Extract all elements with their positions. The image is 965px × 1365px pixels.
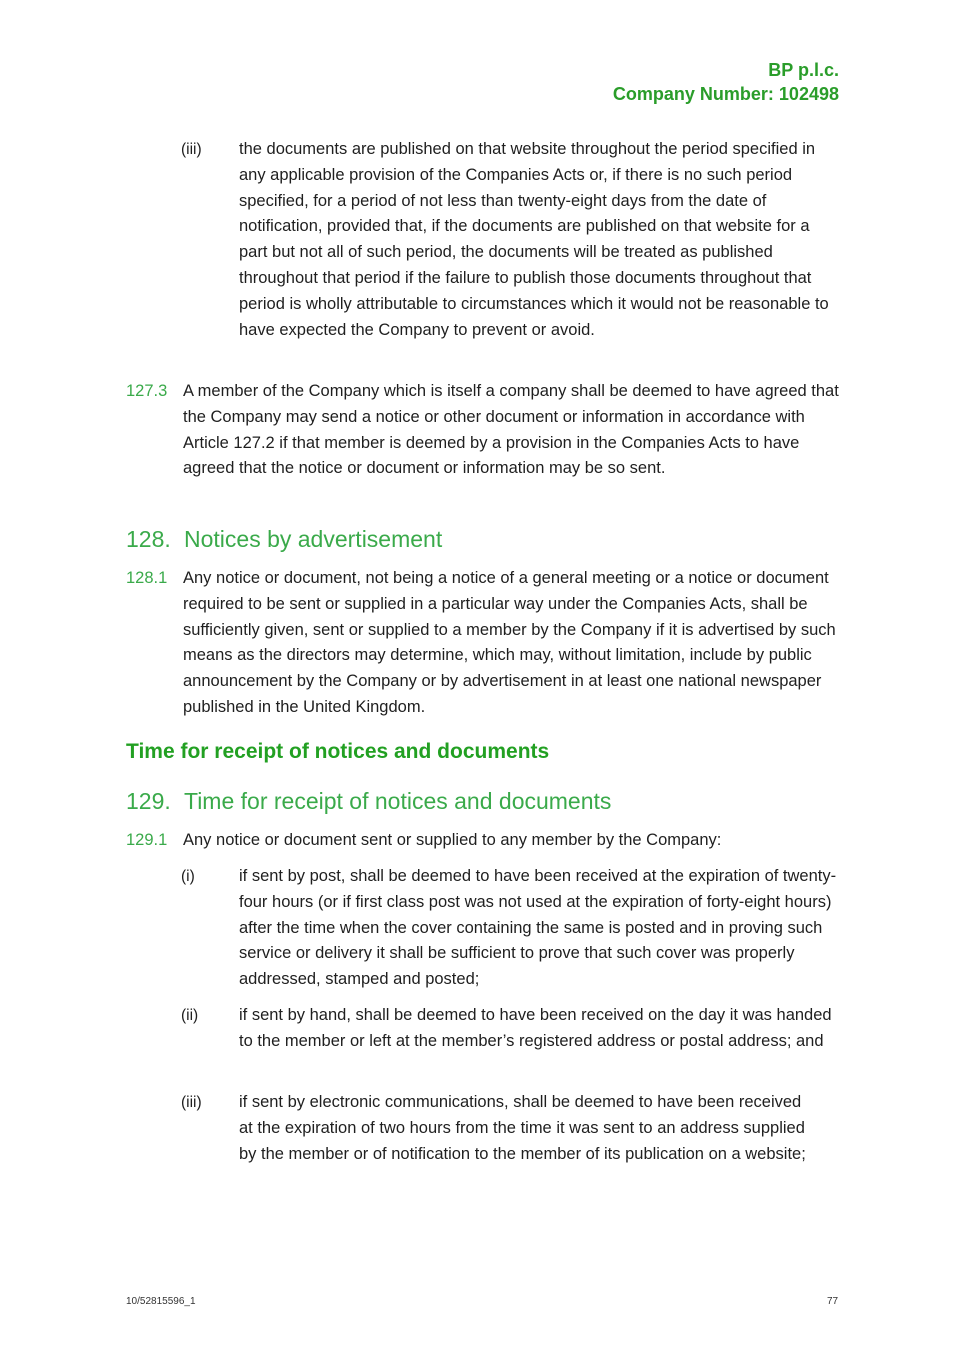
- clause-number: (ii): [181, 1007, 199, 1024]
- article-number: 128.: [126, 526, 171, 552]
- clause-number: (iii): [181, 141, 202, 158]
- clause-number: 127.3: [126, 382, 168, 400]
- clause-text: A member of the Company which is itself a company shall be deemed to have agreed that the Company may send a notice or other document or information in accordance with Article 127.2 if that member is deemed by a provision in the Companies Acts to have agreed that the notice or document or information may be so sent.: [183, 382, 839, 478]
- company-number: Company Number: 102498: [612, 84, 839, 104]
- clause-text: if sent by post, shall be deemed to have been received at the expiration of twenty-four hours (or if first class post was not used at the expiration of forty-eight hours) after the time when the cover containing the same is posted and in proving such service or delivery it shall be sufficient to prove that such cover was properly addressed, stamped and posted;: [239, 867, 837, 989]
- document-reference: 10/52815596_1: [126, 1296, 196, 1307]
- page-number: 77: [827, 1296, 839, 1307]
- company-name: BP p.l.c.: [768, 60, 839, 80]
- clause-number: 128.1: [126, 569, 168, 587]
- clause-text: Any notice or document, not being a notice of a general meeting or a notice or document required to be sent or supplied in a particular way under the Companies Acts, shall be sufficiently given, sent or supplied to a member by the Company if it is advertised by such means as the directors may determine, which may, without limitation, include by public announcement by the Company or by advertisement in at least one national newspaper published in the United Kingdom.: [183, 569, 836, 716]
- clause-number: (i): [181, 868, 195, 885]
- clause-text: the documents are published on that website throughout the period specified in any applicable provision of the Companies Acts or, if there is no such period specified, for a period of not less than twenty-eight days from the date of notification, provided that, if the documents are published on that website for a part but not all of such period, the documents will be treated as published throughout that period if the failure to publish those documents throughout that period is wholly attributable to circumstances which it would not be reasonable to have expected the Company to prevent or avoid.: [239, 140, 829, 339]
- clause-text: if sent by hand, shall be deemed to have been received on the day it was handed to the member or left at the member’s registered address or postal address; and: [239, 1006, 832, 1050]
- clause-text: if sent by electronic communications, shall be deemed to have been received at the expiration of two hours from the time it was sent to an address supplied by the member or of notification to the member of its publication on a website;: [239, 1093, 806, 1163]
- article-number: 129.: [126, 788, 171, 814]
- section-heading: Time for receipt of notices and documents: [126, 740, 550, 763]
- article-title: Notices by advertisement: [184, 526, 443, 552]
- clause-number: 129.1: [126, 831, 168, 849]
- article-title: Time for receipt of notices and documents: [184, 788, 612, 814]
- clause-number: (iii): [181, 1094, 202, 1111]
- document-header: [613, 58, 839, 106]
- clause-text: Any notice or document sent or supplied to any member by the Company:: [183, 831, 722, 849]
